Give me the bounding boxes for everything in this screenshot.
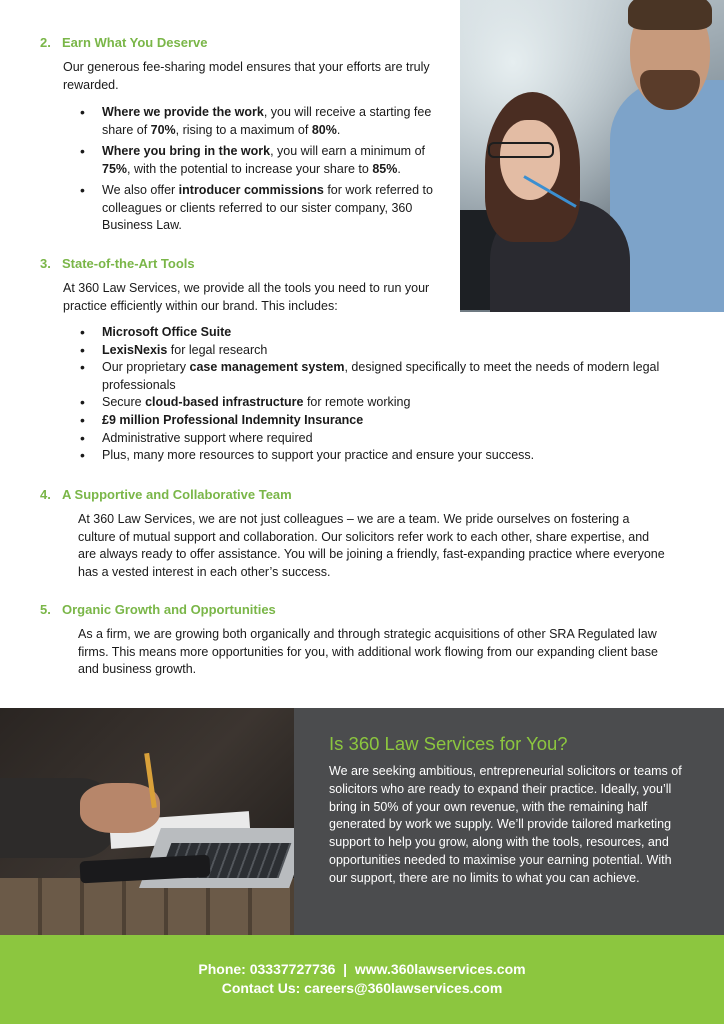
list-item: • Secure cloud-based infrastructure for remote working	[78, 394, 668, 412]
section-title: Organic Growth and Opportunities	[62, 602, 276, 617]
section-number: 5.	[40, 602, 51, 617]
contact-footer	[0, 935, 724, 1024]
section-3-bullets	[78, 324, 668, 465]
list-item: • Plus, many more resources to support your practice and ensure your success.	[78, 447, 668, 465]
list-item: • Administrative support where required	[78, 430, 668, 448]
website-link[interactable]: www.360lawservices.com	[354, 961, 526, 977]
list-item: • Where we provide the work, you will receive a starting fee share of 70%, rising to a maximum of 80%.	[78, 104, 448, 139]
cta-banner	[0, 708, 724, 935]
banner-title: Is 360 Law Services for You?	[329, 733, 568, 754]
list-item: • Microsoft Office Suite	[78, 324, 668, 342]
banner-body: We are seeking ambitious, entrepreneurial solicitors or teams of solicitors who are ready to expand their practice. Ideally, you’ll bring in 50% of your own revenue, with the remaining half generated by work we supply. We’ll provide tailored marketing support to help you grow, along with the tools, resources, and opportunities needed to maximise your earning potential. With our support, there are no limits to what you can achieve.	[329, 764, 682, 885]
list-item: • LexisNexis for legal research	[78, 342, 668, 360]
careers-email-link[interactable]: Contact Us: careers@360lawservices.com	[221, 980, 503, 996]
list-item: • We also offer introducer commissions for work referred to colleagues or clients referred to our sister company, 360 Business Law.	[78, 182, 448, 235]
section-5-heading	[40, 602, 276, 617]
section-2-heading	[40, 35, 207, 50]
list-item: • Our proprietary case management system, designed specifically to meet the needs of modern legal professionals	[78, 359, 668, 394]
section-title: State-of-the-Art Tools	[62, 256, 195, 271]
section-number: 3.	[40, 256, 51, 271]
footer-phone-web-line	[0, 961, 724, 977]
list-item: • £9 million Professional Indemnity Insurance	[78, 412, 668, 430]
section-title: A Supportive and Collaborative Team	[62, 487, 292, 502]
section-3-intro: At 360 Law Services, we provide all the tools you need to run your practice efficiently within our brand. This includes:	[63, 281, 430, 313]
footer-contact-line	[0, 980, 724, 996]
list-item: • Where you bring in the work, you will earn a minimum of 75%, with the potential to increase your share to 85%.	[78, 143, 448, 178]
section-5-body: As a firm, we are growing both organically and through strategic acquisitions of other SRA Regulated law firms. This means more opportunities for you, with additional work flowing from our expanding client base and business growth.	[78, 627, 658, 676]
phone-number[interactable]: Phone: 03337727736	[198, 961, 336, 977]
section-4-heading	[40, 487, 292, 502]
section-3-heading	[40, 256, 195, 271]
section-number: 2.	[40, 35, 51, 50]
section-number: 4.	[40, 487, 51, 502]
section-2-intro: Our generous fee-sharing model ensures that your efforts are truly rewarded.	[63, 60, 430, 92]
footer-separator: |	[343, 961, 348, 977]
section-title: Earn What You Deserve	[62, 35, 208, 50]
team-photo	[460, 0, 724, 312]
section-2-bullets	[78, 104, 448, 239]
section-4-body: At 360 Law Services, we are not just colleagues – we are a team. We pride ourselves on fostering a culture of mutual support and collaboration. Our solicitors refer work to each other, share expertise, and are always ready to offer assistance. You will be joining a friendly, fast-expanding practice where everyone has a vested interest in each other’s success.	[78, 512, 665, 579]
writing-photo	[0, 708, 294, 935]
